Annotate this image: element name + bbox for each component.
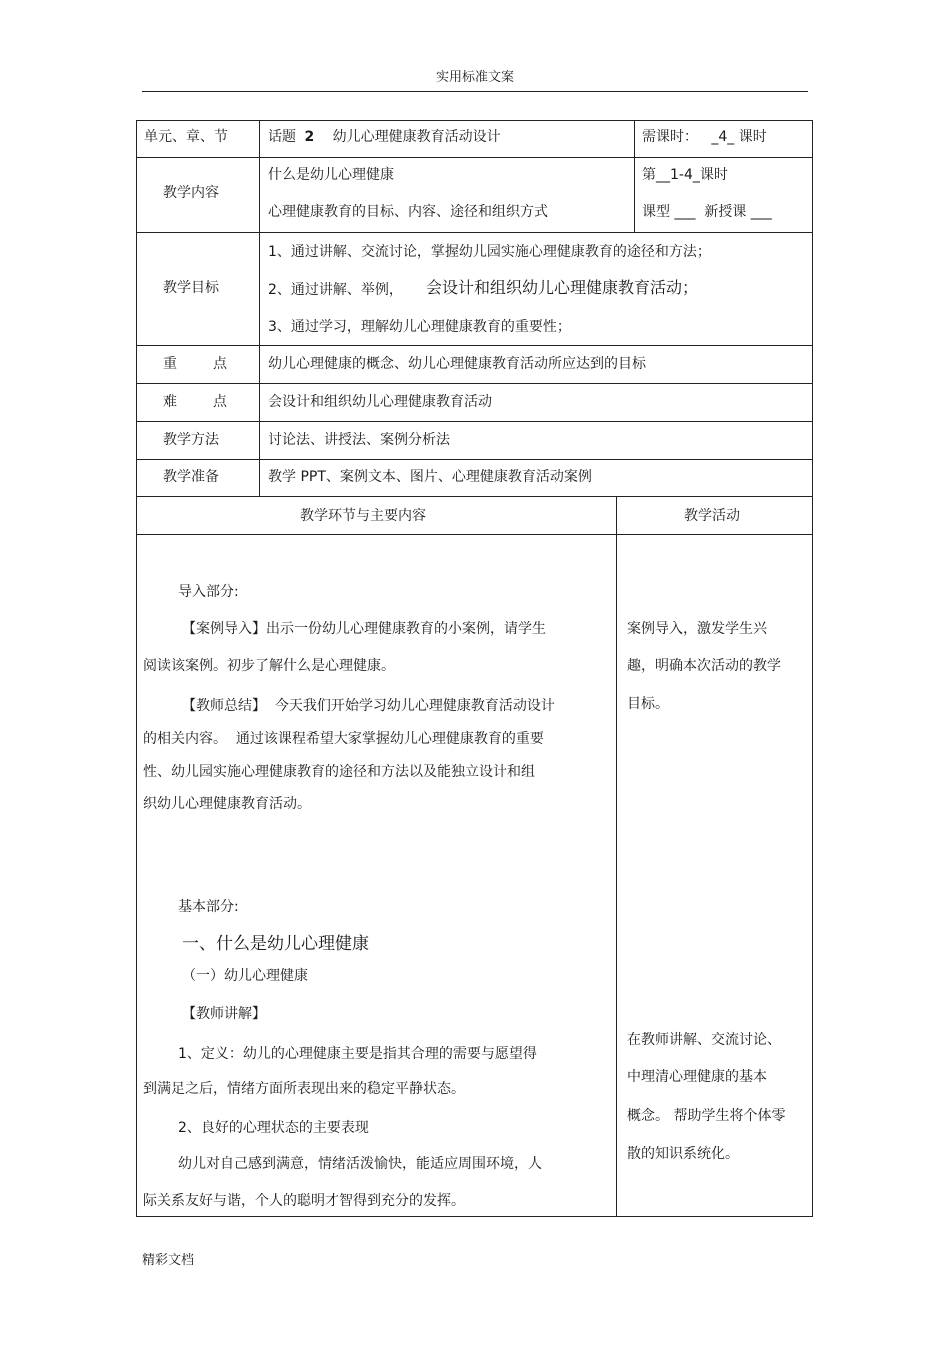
column-header-activity: 教学活动 — [684, 508, 740, 524]
paragraph-line: 织幼儿心理健康教育活动。 — [143, 796, 311, 812]
key-points: 幼儿心理健康的概念、幼儿心理健康教育活动所应达到的目标 — [268, 356, 646, 372]
goal-item: 3、通过学习，理解幼儿心理健康教育的重要性； — [268, 319, 571, 335]
table-border-left — [136, 120, 137, 1216]
paragraph-line: 1、定义：幼儿的心理健康主要是指其合理的需要与愿望得 — [178, 1046, 537, 1062]
table-border-bottom — [136, 1216, 813, 1217]
activity-line: 案例导入，激发学生兴 — [627, 621, 767, 637]
table-row-divider — [136, 383, 813, 384]
paragraph-line: 的相关内容。 通过该课程希望大家掌握幼儿心理健康教育的重要 — [143, 731, 544, 747]
activity-line: 散的知识系统化。 — [627, 1146, 739, 1162]
paragraph-line: 幼儿对自己感到满意，情绪活泼愉快，能适应周围环境，人 — [178, 1156, 542, 1172]
content-label: 教学内容 — [163, 185, 219, 201]
difficulty-points: 会设计和组织幼儿心理健康教育活动 — [268, 394, 492, 410]
difficulty-label-a: 难 — [163, 394, 177, 410]
hours-required: 需课时： _4_ 课时 — [642, 129, 767, 145]
topic-number: 2 — [304, 129, 315, 145]
table-row-divider — [136, 345, 813, 346]
page-footer: 精彩文档 — [142, 1253, 195, 1268]
paragraph-line: 到满足之后，情绪方面所表现出来的稳定平静状态。 — [143, 1081, 465, 1097]
activity-line: 概念。 帮助学生将个体零 — [627, 1108, 786, 1124]
content-item: 什么是幼儿心理健康 — [268, 167, 394, 183]
table-row-divider — [136, 496, 813, 497]
difficulty-label-b: 点 — [213, 394, 227, 410]
paragraph-line: 【教师总结】 今天我们开始学习幼儿心理健康教育活动设计 — [182, 698, 555, 714]
paragraph-line: 阅读该案例。初步了解什么是心理健康。 — [143, 658, 395, 674]
table-row-divider — [136, 534, 813, 535]
table-col-divider — [634, 120, 635, 233]
table-row-divider — [136, 157, 813, 158]
section-heading: 一、什么是幼儿心理健康 — [182, 934, 369, 954]
table-row-divider — [136, 459, 813, 460]
prep-text: 教学 PPT、案例文本、图片、心理健康教育活动案例 — [268, 469, 592, 485]
key-label-a: 重 — [163, 356, 177, 372]
activity-line: 中理清心理健康的基本 — [627, 1069, 767, 1085]
teacher-explain-label: 【教师讲解】 — [182, 1006, 266, 1022]
table-row-divider — [136, 421, 813, 422]
goal-item-emphasis: 会设计和组织幼儿心理健康教育活动； — [426, 278, 699, 297]
table-row-divider — [136, 232, 813, 233]
table-col-divider — [616, 496, 617, 1216]
basic-heading: 基本部分: — [178, 899, 239, 915]
table-col-divider — [259, 120, 260, 496]
activity-line: 趣，明确本次活动的教学 — [627, 658, 781, 674]
key-label-b: 点 — [213, 356, 227, 372]
lesson-type: 课型 ___ 新授课 ___ — [642, 204, 772, 220]
goal-label: 教学目标 — [163, 280, 219, 296]
paragraph-line: 【案例导入】出示一份幼儿心理健康教育的小案例，请学生 — [182, 621, 546, 637]
unit-label: 单元、章、节 — [144, 129, 228, 145]
header-rule — [142, 91, 808, 92]
topic-label: 话题 — [268, 129, 296, 145]
method-text: 讨论法、讲授法、案例分析法 — [268, 432, 450, 448]
activity-line: 目标。 — [627, 696, 669, 712]
paragraph-line: 际关系友好与谐，个人的聪明才智得到充分的发挥。 — [143, 1193, 465, 1209]
prep-label: 教学准备 — [163, 469, 219, 485]
subsection-heading: （一）幼儿心理健康 — [182, 968, 308, 984]
content-item: 心理健康教育的目标、内容、途径和组织方式 — [268, 204, 548, 220]
activity-line: 在教师讲解、交流讨论、 — [627, 1032, 781, 1048]
lesson-number: 第__1-4_课时 — [642, 167, 728, 183]
paragraph-line: 2、良好的心理状态的主要表现 — [178, 1120, 369, 1136]
page-header: 实用标准文案 — [435, 70, 514, 85]
table-border-right — [812, 120, 813, 1216]
column-header-main: 教学环节与主要内容 — [300, 508, 426, 524]
table-border-top — [136, 120, 813, 121]
goal-item: 1、通过讲解、交流讨论，掌握幼儿园实施心理健康教育的途径和方法； — [268, 244, 711, 260]
paragraph-line: 性、幼儿园实施心理健康教育的途径和方法以及能独立设计和组 — [143, 764, 535, 780]
topic-heading — [268, 128, 501, 146]
intro-heading: 导入部分: — [178, 584, 239, 600]
goal-item: 2、通过讲解、举例， — [268, 282, 403, 298]
method-label: 教学方法 — [163, 432, 219, 448]
topic-title: 幼儿心理健康教育活动设计 — [332, 129, 501, 145]
